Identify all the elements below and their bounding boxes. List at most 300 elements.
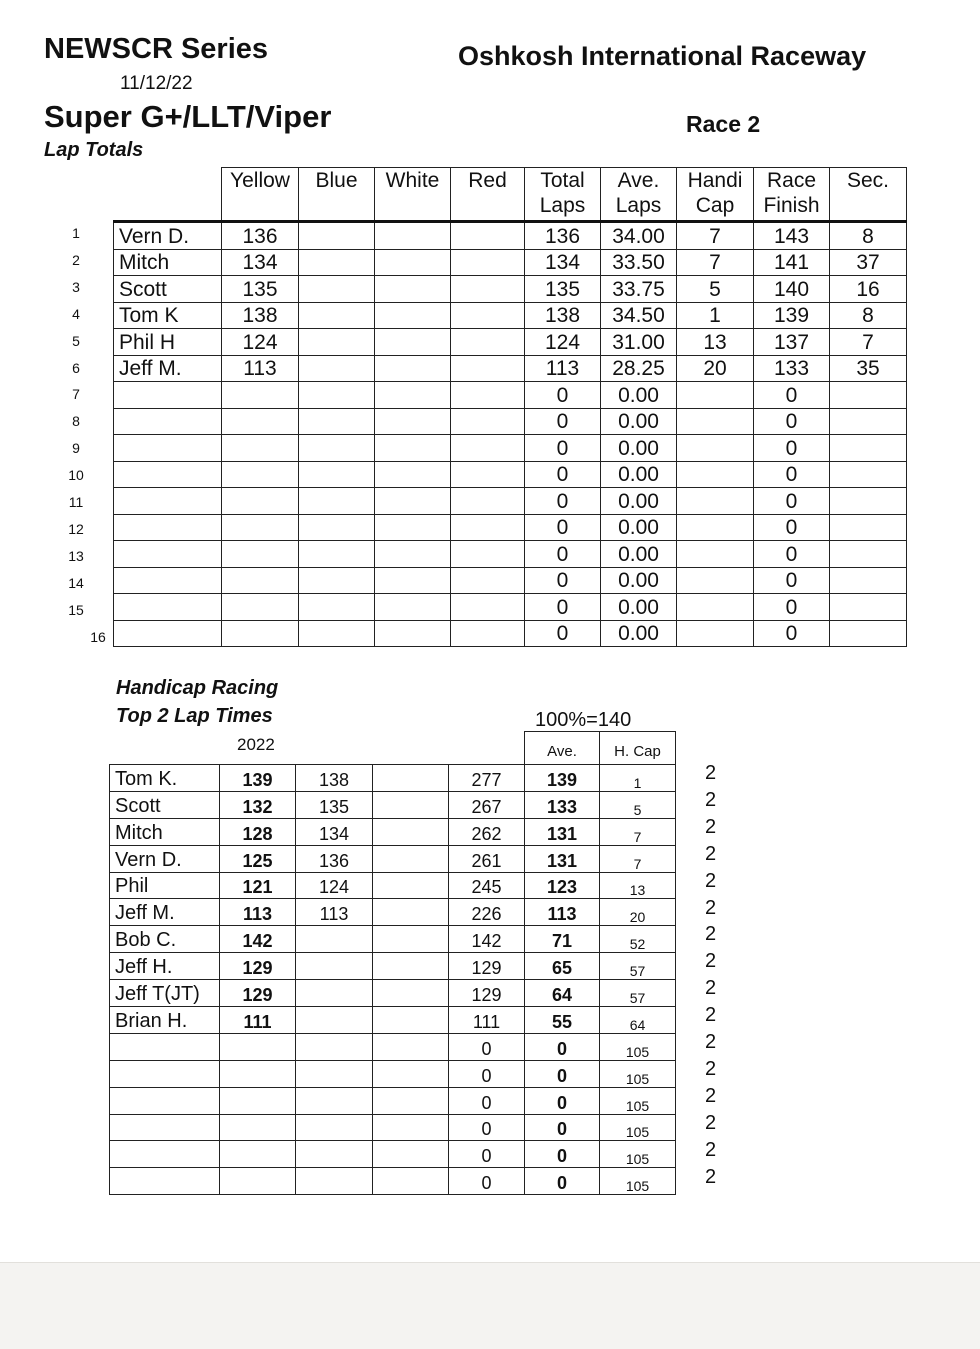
table-row <box>114 355 907 382</box>
table-cell <box>451 276 525 303</box>
table-cell <box>222 488 299 515</box>
header-blank <box>220 732 296 765</box>
driver-name: Tom K. <box>110 765 220 792</box>
table-cell <box>830 567 907 594</box>
table-cell <box>451 541 525 568</box>
table-cell: 35 <box>830 355 907 382</box>
table-cell: 8 <box>830 302 907 329</box>
table-cell <box>296 1168 373 1195</box>
count-value: 2 <box>705 923 717 946</box>
table-cell: 0 <box>754 408 830 435</box>
table-cell: 0 <box>754 382 830 409</box>
table-cell <box>299 276 375 303</box>
table-row <box>114 329 907 356</box>
table-cell: 123 <box>525 872 600 899</box>
table-cell: 0 <box>525 514 601 541</box>
table-cell <box>299 249 375 276</box>
handicap-table <box>109 731 676 1195</box>
table-cell: 131 <box>525 818 600 845</box>
table-cell: 113 <box>222 355 299 382</box>
table-cell: 267 <box>449 791 525 818</box>
table-cell: 139 <box>754 302 830 329</box>
table-cell: 111 <box>449 1007 525 1034</box>
row-number: 4 <box>72 305 80 322</box>
table-cell: 20 <box>677 355 754 382</box>
row-number: 15 <box>68 601 84 618</box>
table-cell: 5 <box>600 791 676 818</box>
column-header: Sec. <box>830 168 907 222</box>
table-cell: 136 <box>296 845 373 872</box>
driver-name: Jeff T(JT) <box>110 980 220 1007</box>
table-cell: 33.75 <box>601 276 677 303</box>
table-cell: 139 <box>220 765 296 792</box>
table-cell <box>299 302 375 329</box>
driver-name <box>110 1141 220 1168</box>
table-cell <box>451 249 525 276</box>
row-number: 5 <box>72 332 80 349</box>
table-cell: 128 <box>220 818 296 845</box>
table-cell: 125 <box>220 845 296 872</box>
count-value: 2 <box>705 1057 717 1080</box>
row-number: 3 <box>72 278 80 295</box>
driver-name <box>114 567 222 594</box>
table-cell <box>375 382 451 409</box>
table-row <box>110 899 676 926</box>
column-header: Red <box>451 168 525 222</box>
table-cell <box>299 461 375 488</box>
table-cell <box>830 408 907 435</box>
table-cell: 0 <box>754 620 830 647</box>
table-cell: 0 <box>525 1060 600 1087</box>
table-cell <box>451 594 525 621</box>
table-cell <box>373 1060 449 1087</box>
table-cell <box>222 620 299 647</box>
table-cell <box>222 541 299 568</box>
header-blank <box>110 732 220 765</box>
table-cell <box>220 1141 296 1168</box>
count-value: 2 <box>705 1138 717 1161</box>
driver-name: Jeff M. <box>110 899 220 926</box>
table-cell <box>375 222 451 250</box>
table-cell <box>373 926 449 953</box>
table-cell <box>296 980 373 1007</box>
table-cell: 129 <box>449 980 525 1007</box>
column-header: Yellow <box>222 168 299 222</box>
table-cell: 113 <box>525 899 600 926</box>
handicap-percent-note: 100%=140 <box>535 709 632 731</box>
table-cell <box>222 514 299 541</box>
table-cell: 133 <box>525 791 600 818</box>
table-cell: 0 <box>754 488 830 515</box>
table-cell <box>299 488 375 515</box>
driver-name: Mitch <box>114 249 222 276</box>
row-number: 8 <box>72 413 80 430</box>
count-value: 2 <box>705 950 717 973</box>
table-cell <box>220 1060 296 1087</box>
driver-name <box>110 1168 220 1195</box>
table-cell <box>375 355 451 382</box>
table-cell <box>373 899 449 926</box>
table-cell: 55 <box>525 1007 600 1034</box>
table-cell: 0.00 <box>601 541 677 568</box>
table-cell <box>375 276 451 303</box>
table-cell: 0 <box>449 1168 525 1195</box>
table-cell: 133 <box>754 355 830 382</box>
table-cell: 113 <box>296 899 373 926</box>
table-cell: 0 <box>449 1033 525 1060</box>
driver-name: Vern D. <box>114 222 222 250</box>
header-blank <box>449 732 525 765</box>
table-cell <box>677 514 754 541</box>
driver-name: Tom K <box>114 302 222 329</box>
table-cell <box>296 1141 373 1168</box>
event-date: 11/12/22 <box>120 73 193 94</box>
table-cell: 140 <box>754 276 830 303</box>
table-cell: 0 <box>754 514 830 541</box>
table-cell <box>375 461 451 488</box>
table-row <box>110 765 676 792</box>
table-cell: 0 <box>525 620 601 647</box>
table-row <box>114 488 907 515</box>
table-cell: 5 <box>677 276 754 303</box>
table-cell <box>375 329 451 356</box>
table-cell: 0 <box>525 1141 600 1168</box>
table-cell: 71 <box>525 926 600 953</box>
table-cell: 105 <box>600 1168 676 1195</box>
table-cell: 132 <box>220 791 296 818</box>
section-label: Lap Totals <box>44 139 144 161</box>
table-cell <box>375 249 451 276</box>
table-cell <box>373 1168 449 1195</box>
table-cell: 57 <box>600 953 676 980</box>
table-cell: 113 <box>220 899 296 926</box>
table-cell: 16 <box>830 276 907 303</box>
header-blank <box>114 168 222 222</box>
table-cell <box>451 382 525 409</box>
table-cell <box>299 541 375 568</box>
table-cell: 31.00 <box>601 329 677 356</box>
lap-totals-table <box>113 167 907 647</box>
handicap-subtitle: Top 2 Lap Times <box>116 705 273 727</box>
table-row <box>114 514 907 541</box>
driver-name: Scott <box>114 276 222 303</box>
table-cell: 139 <box>525 765 600 792</box>
table-cell <box>677 488 754 515</box>
table-cell <box>299 620 375 647</box>
table-cell: 129 <box>449 953 525 980</box>
class-title: Super G+/LLT/Viper <box>44 99 332 134</box>
table-cell: 8 <box>830 222 907 250</box>
table-cell <box>299 382 375 409</box>
column-header: Blue <box>299 168 375 222</box>
row-number: 11 <box>68 494 84 510</box>
table-cell: 0 <box>754 541 830 568</box>
count-value: 2 <box>705 869 717 892</box>
count-value: 2 <box>705 788 717 811</box>
driver-name: Jeff M. <box>114 355 222 382</box>
count-value: 2 <box>705 1004 717 1027</box>
table-cell: 136 <box>525 222 601 250</box>
table-cell <box>375 567 451 594</box>
table-cell: 7 <box>600 818 676 845</box>
table-cell <box>373 791 449 818</box>
table-cell: 0.00 <box>601 567 677 594</box>
row-number: 9 <box>72 440 80 457</box>
table-cell: 129 <box>220 980 296 1007</box>
driver-name: Bob C. <box>110 926 220 953</box>
table-cell: 226 <box>449 899 525 926</box>
table-row <box>114 461 907 488</box>
handicap-year: 2022 <box>237 735 275 754</box>
driver-name <box>110 1060 220 1087</box>
driver-name <box>110 1114 220 1141</box>
count-value: 2 <box>705 896 717 919</box>
table-cell: 105 <box>600 1060 676 1087</box>
table-row <box>114 567 907 594</box>
column-header: White <box>375 168 451 222</box>
table-cell: 105 <box>600 1114 676 1141</box>
table-cell <box>296 926 373 953</box>
table-cell <box>451 514 525 541</box>
table-cell: 121 <box>220 872 296 899</box>
table-cell <box>299 222 375 250</box>
table-cell <box>220 1168 296 1195</box>
table-cell <box>373 980 449 1007</box>
table-cell <box>830 541 907 568</box>
table-cell <box>375 408 451 435</box>
table-row <box>114 249 907 276</box>
table-cell: 0 <box>525 1087 600 1114</box>
driver-name: Phil H <box>114 329 222 356</box>
driver-name <box>114 594 222 621</box>
table-cell: 0 <box>525 567 601 594</box>
table-cell: 111 <box>220 1007 296 1034</box>
table-cell <box>299 329 375 356</box>
header-blank <box>296 732 373 765</box>
table-cell: 141 <box>754 249 830 276</box>
table-cell: 124 <box>222 329 299 356</box>
driver-name: Phil <box>110 872 220 899</box>
table-cell: 124 <box>525 329 601 356</box>
table-cell <box>373 765 449 792</box>
table-cell <box>299 567 375 594</box>
table-cell: 33.50 <box>601 249 677 276</box>
table-row <box>114 408 907 435</box>
table-cell: 113 <box>525 355 601 382</box>
table-cell <box>677 567 754 594</box>
table-cell <box>222 567 299 594</box>
count-value: 2 <box>705 815 717 838</box>
driver-name <box>114 541 222 568</box>
table-row <box>110 872 676 899</box>
table-cell: 0 <box>525 541 601 568</box>
table-cell: 0 <box>525 435 601 462</box>
table-cell <box>677 408 754 435</box>
table-row <box>110 1033 676 1060</box>
table-cell: 245 <box>449 872 525 899</box>
table-cell: 0.00 <box>601 594 677 621</box>
table-cell <box>830 514 907 541</box>
table-cell: 1 <box>677 302 754 329</box>
table-cell <box>222 594 299 621</box>
table-cell: 20 <box>600 899 676 926</box>
table-cell <box>375 594 451 621</box>
table-cell: 52 <box>600 926 676 953</box>
table-cell: 34.50 <box>601 302 677 329</box>
table-cell: 0.00 <box>601 620 677 647</box>
table-cell <box>373 1114 449 1141</box>
table-cell <box>220 1087 296 1114</box>
table-cell <box>299 355 375 382</box>
table-cell: 124 <box>296 872 373 899</box>
table-cell: 0 <box>525 594 601 621</box>
table-cell: 13 <box>677 329 754 356</box>
count-value: 2 <box>705 1031 717 1053</box>
table-row <box>110 953 676 980</box>
table-cell: 277 <box>449 765 525 792</box>
table-cell <box>299 408 375 435</box>
table-cell <box>451 620 525 647</box>
table-cell: 64 <box>600 1007 676 1034</box>
table-cell: 28.25 <box>601 355 677 382</box>
table-cell <box>299 594 375 621</box>
driver-name: Mitch <box>110 818 220 845</box>
count-value: 2 <box>705 977 717 1000</box>
table-cell: 0 <box>449 1060 525 1087</box>
table-cell <box>451 408 525 435</box>
table-cell: 0 <box>525 461 601 488</box>
table-cell <box>222 408 299 435</box>
table-cell <box>375 514 451 541</box>
table-row <box>114 222 907 250</box>
table-cell <box>677 620 754 647</box>
table-cell: 138 <box>525 302 601 329</box>
table-cell: 261 <box>449 845 525 872</box>
table-cell <box>296 1033 373 1060</box>
table-cell <box>373 953 449 980</box>
table-cell: 0 <box>754 567 830 594</box>
table-cell: 143 <box>754 222 830 250</box>
table-cell <box>373 845 449 872</box>
table-cell: 0 <box>525 1168 600 1195</box>
driver-name <box>114 461 222 488</box>
table-row <box>110 845 676 872</box>
venue-title: Oshkosh International Raceway <box>458 41 867 71</box>
count-value: 2 <box>705 1084 717 1107</box>
table-row <box>110 1141 676 1168</box>
row-number: 1 <box>72 225 80 241</box>
table-cell: 0.00 <box>601 514 677 541</box>
column-header: H. Cap <box>600 732 676 765</box>
driver-name <box>114 620 222 647</box>
table-cell <box>451 302 525 329</box>
driver-name: Vern D. <box>110 845 220 872</box>
row-number: 16 <box>90 628 106 645</box>
table-cell: 7 <box>677 249 754 276</box>
table-cell: 0 <box>449 1114 525 1141</box>
table-cell: 0.00 <box>601 488 677 515</box>
table-cell <box>373 1007 449 1034</box>
table-cell: 64 <box>525 980 600 1007</box>
table-cell <box>677 435 754 462</box>
row-number: 14 <box>68 574 84 591</box>
table-cell <box>830 382 907 409</box>
table-cell: 135 <box>296 791 373 818</box>
table-cell <box>375 435 451 462</box>
table-cell <box>451 488 525 515</box>
table-row <box>110 1007 676 1034</box>
driver-name <box>114 408 222 435</box>
table-row <box>110 926 676 953</box>
table-cell: 57 <box>600 980 676 1007</box>
table-cell <box>373 818 449 845</box>
table-cell <box>451 435 525 462</box>
table-cell: 131 <box>525 845 600 872</box>
table-cell <box>373 872 449 899</box>
header-blank <box>373 732 449 765</box>
table-cell: 136 <box>222 222 299 250</box>
row-number: 10 <box>68 467 84 484</box>
row-number: 2 <box>72 251 80 268</box>
table-row <box>110 1060 676 1087</box>
table-cell: 137 <box>754 329 830 356</box>
table-cell <box>677 541 754 568</box>
table-cell <box>296 1007 373 1034</box>
table-cell <box>373 1087 449 1114</box>
table-cell: 37 <box>830 249 907 276</box>
column-header: Ave. <box>525 732 600 765</box>
table-cell <box>677 461 754 488</box>
table-row <box>110 791 676 818</box>
driver-name <box>114 488 222 515</box>
table-cell: 7 <box>830 329 907 356</box>
race-label: Race 2 <box>686 111 761 137</box>
count-value: 2 <box>705 762 717 784</box>
table-cell: 0 <box>754 594 830 621</box>
table-cell: 0 <box>449 1087 525 1114</box>
table-row <box>114 302 907 329</box>
table-cell: 134 <box>525 249 601 276</box>
table-row <box>114 435 907 462</box>
table-cell <box>677 382 754 409</box>
table-cell: 0.00 <box>601 382 677 409</box>
table-cell <box>830 594 907 621</box>
table-cell <box>375 620 451 647</box>
driver-name <box>110 1033 220 1060</box>
table-cell <box>830 461 907 488</box>
table-cell <box>830 435 907 462</box>
table-cell <box>375 541 451 568</box>
table-cell <box>296 1114 373 1141</box>
table-row <box>110 980 676 1007</box>
table-cell <box>375 302 451 329</box>
table-cell: 0.00 <box>601 435 677 462</box>
driver-name <box>110 1087 220 1114</box>
row-number: 12 <box>68 520 84 537</box>
table-cell: 65 <box>525 953 600 980</box>
count-value: 2 <box>705 1165 717 1188</box>
table-cell <box>222 461 299 488</box>
count-value: 2 <box>705 1111 717 1134</box>
table-row <box>114 382 907 409</box>
table-row <box>114 541 907 568</box>
column-header: Race Finish <box>754 168 830 222</box>
table-cell <box>451 355 525 382</box>
handicap-title: Handicap Racing <box>116 677 279 699</box>
table-cell: 0.00 <box>601 408 677 435</box>
table-cell: 105 <box>600 1141 676 1168</box>
table-cell: 0 <box>525 382 601 409</box>
